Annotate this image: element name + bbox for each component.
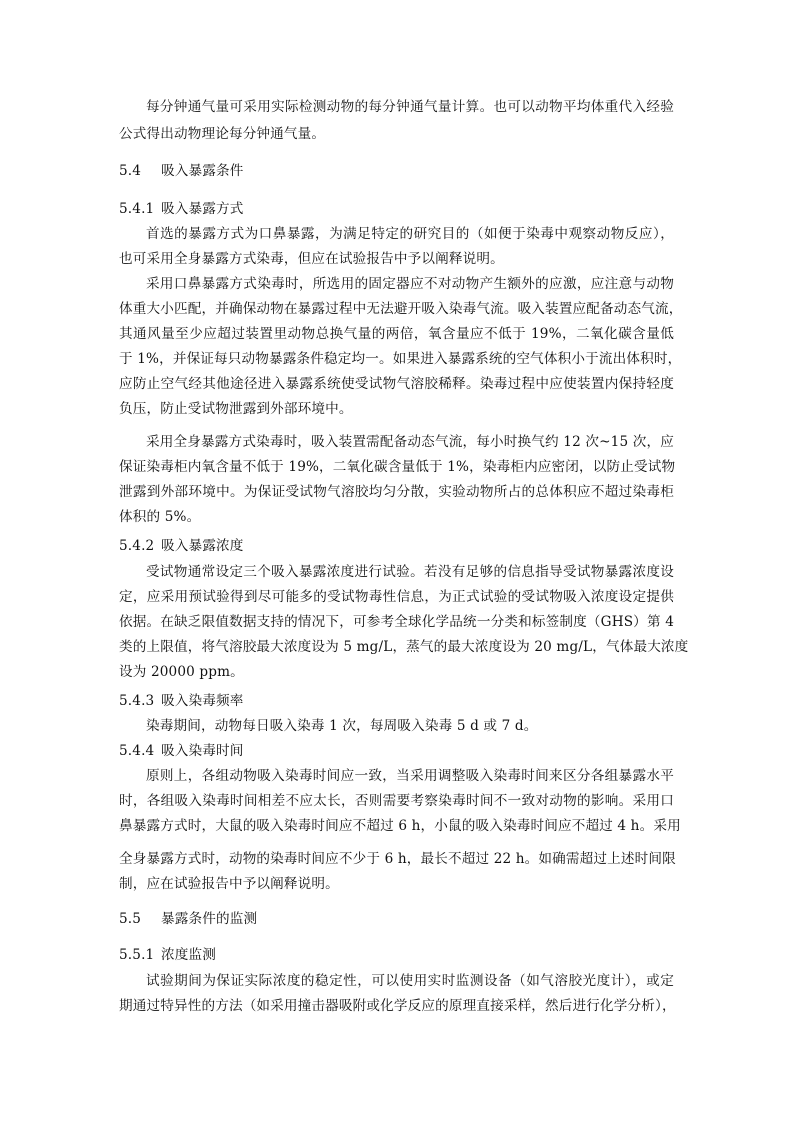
- paragraph-line: 也可采用全身暴露方式染毒，但应在试验报告中予以阐释说明。: [119, 251, 504, 267]
- paragraph-line: 每分钟通气量可采用实际检测动物的每分钟通气量计算。也可以动物平均体重代入经验: [146, 99, 674, 115]
- paragraph-line: 定，应采用预试验得到尽可能多的受试物毒性信息，为正式试验的受试物吸入浓度设定提供: [119, 589, 674, 605]
- paragraph-line: 时，各组吸入染毒时间相差不应太长，否则需要考察染毒时间不一致对动物的影响。采用口: [119, 793, 674, 809]
- paragraph-line: 原则上，各组动物吸入染毒时间应一致，当采用调整吸入染毒时间来区分各组暴露水平: [146, 768, 674, 784]
- subsection-heading: [119, 745, 243, 759]
- section-number: 5.4.3: [119, 693, 155, 709]
- section-title: 吸入染毒时间: [161, 743, 244, 759]
- paragraph-line: 设为 20000 ppm。: [119, 664, 244, 680]
- paragraph-line: 体积的 5%。: [119, 509, 201, 525]
- section-title: 暴露条件的监测: [161, 911, 258, 927]
- section-heading: [119, 165, 243, 179]
- section-number: 5.5.1: [119, 947, 155, 963]
- subsection-heading: [119, 695, 243, 709]
- paragraph-line: 负压，防止受试物泄露到外部环境中。: [119, 401, 353, 417]
- paragraph-line: 类的上限值，将气溶胶最大浓度设为 5 mg/L，蒸气的最大浓度设为 20 mg/L，气体最大浓度: [119, 639, 689, 655]
- section-number: 5.5: [119, 911, 142, 927]
- paragraph-line: 首选的暴露方式为口鼻暴露，为满足特定的研究目的（如便于染毒中观察动物反应），: [146, 226, 674, 242]
- paragraph-line: 期通过特异性的方法（如采用撞击器吸附或化学反应的原理直接采样，然后进行化学分析），: [119, 998, 676, 1014]
- paragraph-line: 受试物通常设定三个吸入暴露浓度进行试验。若没有足够的信息指导受试物暴露浓度设: [146, 564, 674, 580]
- section-title: 浓度监测: [161, 947, 216, 963]
- subsection-heading: [119, 203, 243, 217]
- section-title: 吸入暴露浓度: [161, 538, 244, 554]
- paragraph-line: 鼻暴露方式时，大鼠的吸入染毒时间应不超过 6 h，小鼠的吸入染毒时间应不超过 4 h。采用: [119, 818, 681, 834]
- section-number: 5.4: [119, 163, 142, 179]
- paragraph-line: 公式得出动物理论每分钟通气量。: [119, 126, 326, 142]
- section-number: 5.4.1: [119, 201, 155, 217]
- paragraph-line: 泄露到外部环境中。为保证受试物气溶胶均匀分散，实验动物所占的总体积应不超过染毒柜: [119, 484, 674, 500]
- paragraph-line: 制，应在试验报告中予以阐释说明。: [119, 876, 339, 892]
- paragraph-line: 保证染毒柜内氧含量不低于 19%，二氧化碳含量低于 1%，染毒柜内应密闭，以防止受试物: [119, 459, 676, 475]
- section-number: 5.4.4: [119, 743, 155, 759]
- paragraph-line: 采用口鼻暴露方式染毒时，所选用的固定器应不对动物产生额外的应激，应注意与动物: [146, 276, 674, 292]
- paragraph-line: 于 1%，并保证每只动物暴露条件稳定均一。如果进入暴露系统的空气体积小于流出体积时，: [119, 351, 682, 367]
- paragraph-line: 染毒期间，动物每日吸入染毒 1 次，每周吸入染毒 5 d 或 7 d。: [146, 718, 538, 734]
- paragraph-line: 全身暴露方式时，动物的染毒时间应不少于 6 h，最长不超过 22 h。如确需超过上述时间限: [119, 851, 676, 867]
- section-title: 吸入暴露方式: [161, 201, 244, 217]
- paragraph-line: 试验期间为保证实际浓度的稳定性，可以使用实时监测设备（如气溶胶光度计），或定: [146, 973, 674, 989]
- paragraph-line: 采用全身暴露方式染毒时，吸入装置需配备动态气流，每小时换气约 12 次~15 次，应: [146, 434, 674, 450]
- section-title: 吸入染毒频率: [161, 693, 244, 709]
- paragraph-line: 依据。在缺乏限值数据支持的情况下，可参考全球化学品统一分类和标签制度（GHS）第 4: [119, 614, 674, 630]
- subsection-heading: [119, 949, 216, 963]
- paragraph-line: 应防止空气经其他途径进入暴露系统使受试物气溶胶稀释。染毒过程中应使装置内保持轻度: [119, 376, 674, 392]
- section-title: 吸入暴露条件: [161, 163, 244, 179]
- section-number: 5.4.2: [119, 538, 155, 554]
- subsection-heading: [119, 540, 243, 554]
- section-heading: [119, 913, 257, 927]
- paragraph-line: 其通风量至少应超过装置里动物总换气量的两倍，氧含量应不低于 19%，二氧化碳含量低: [119, 326, 674, 342]
- paragraph-line: 体重大小匹配，并确保动物在暴露过程中无法避开吸入染毒气流。吸入装置应配备动态气流，: [119, 301, 683, 317]
